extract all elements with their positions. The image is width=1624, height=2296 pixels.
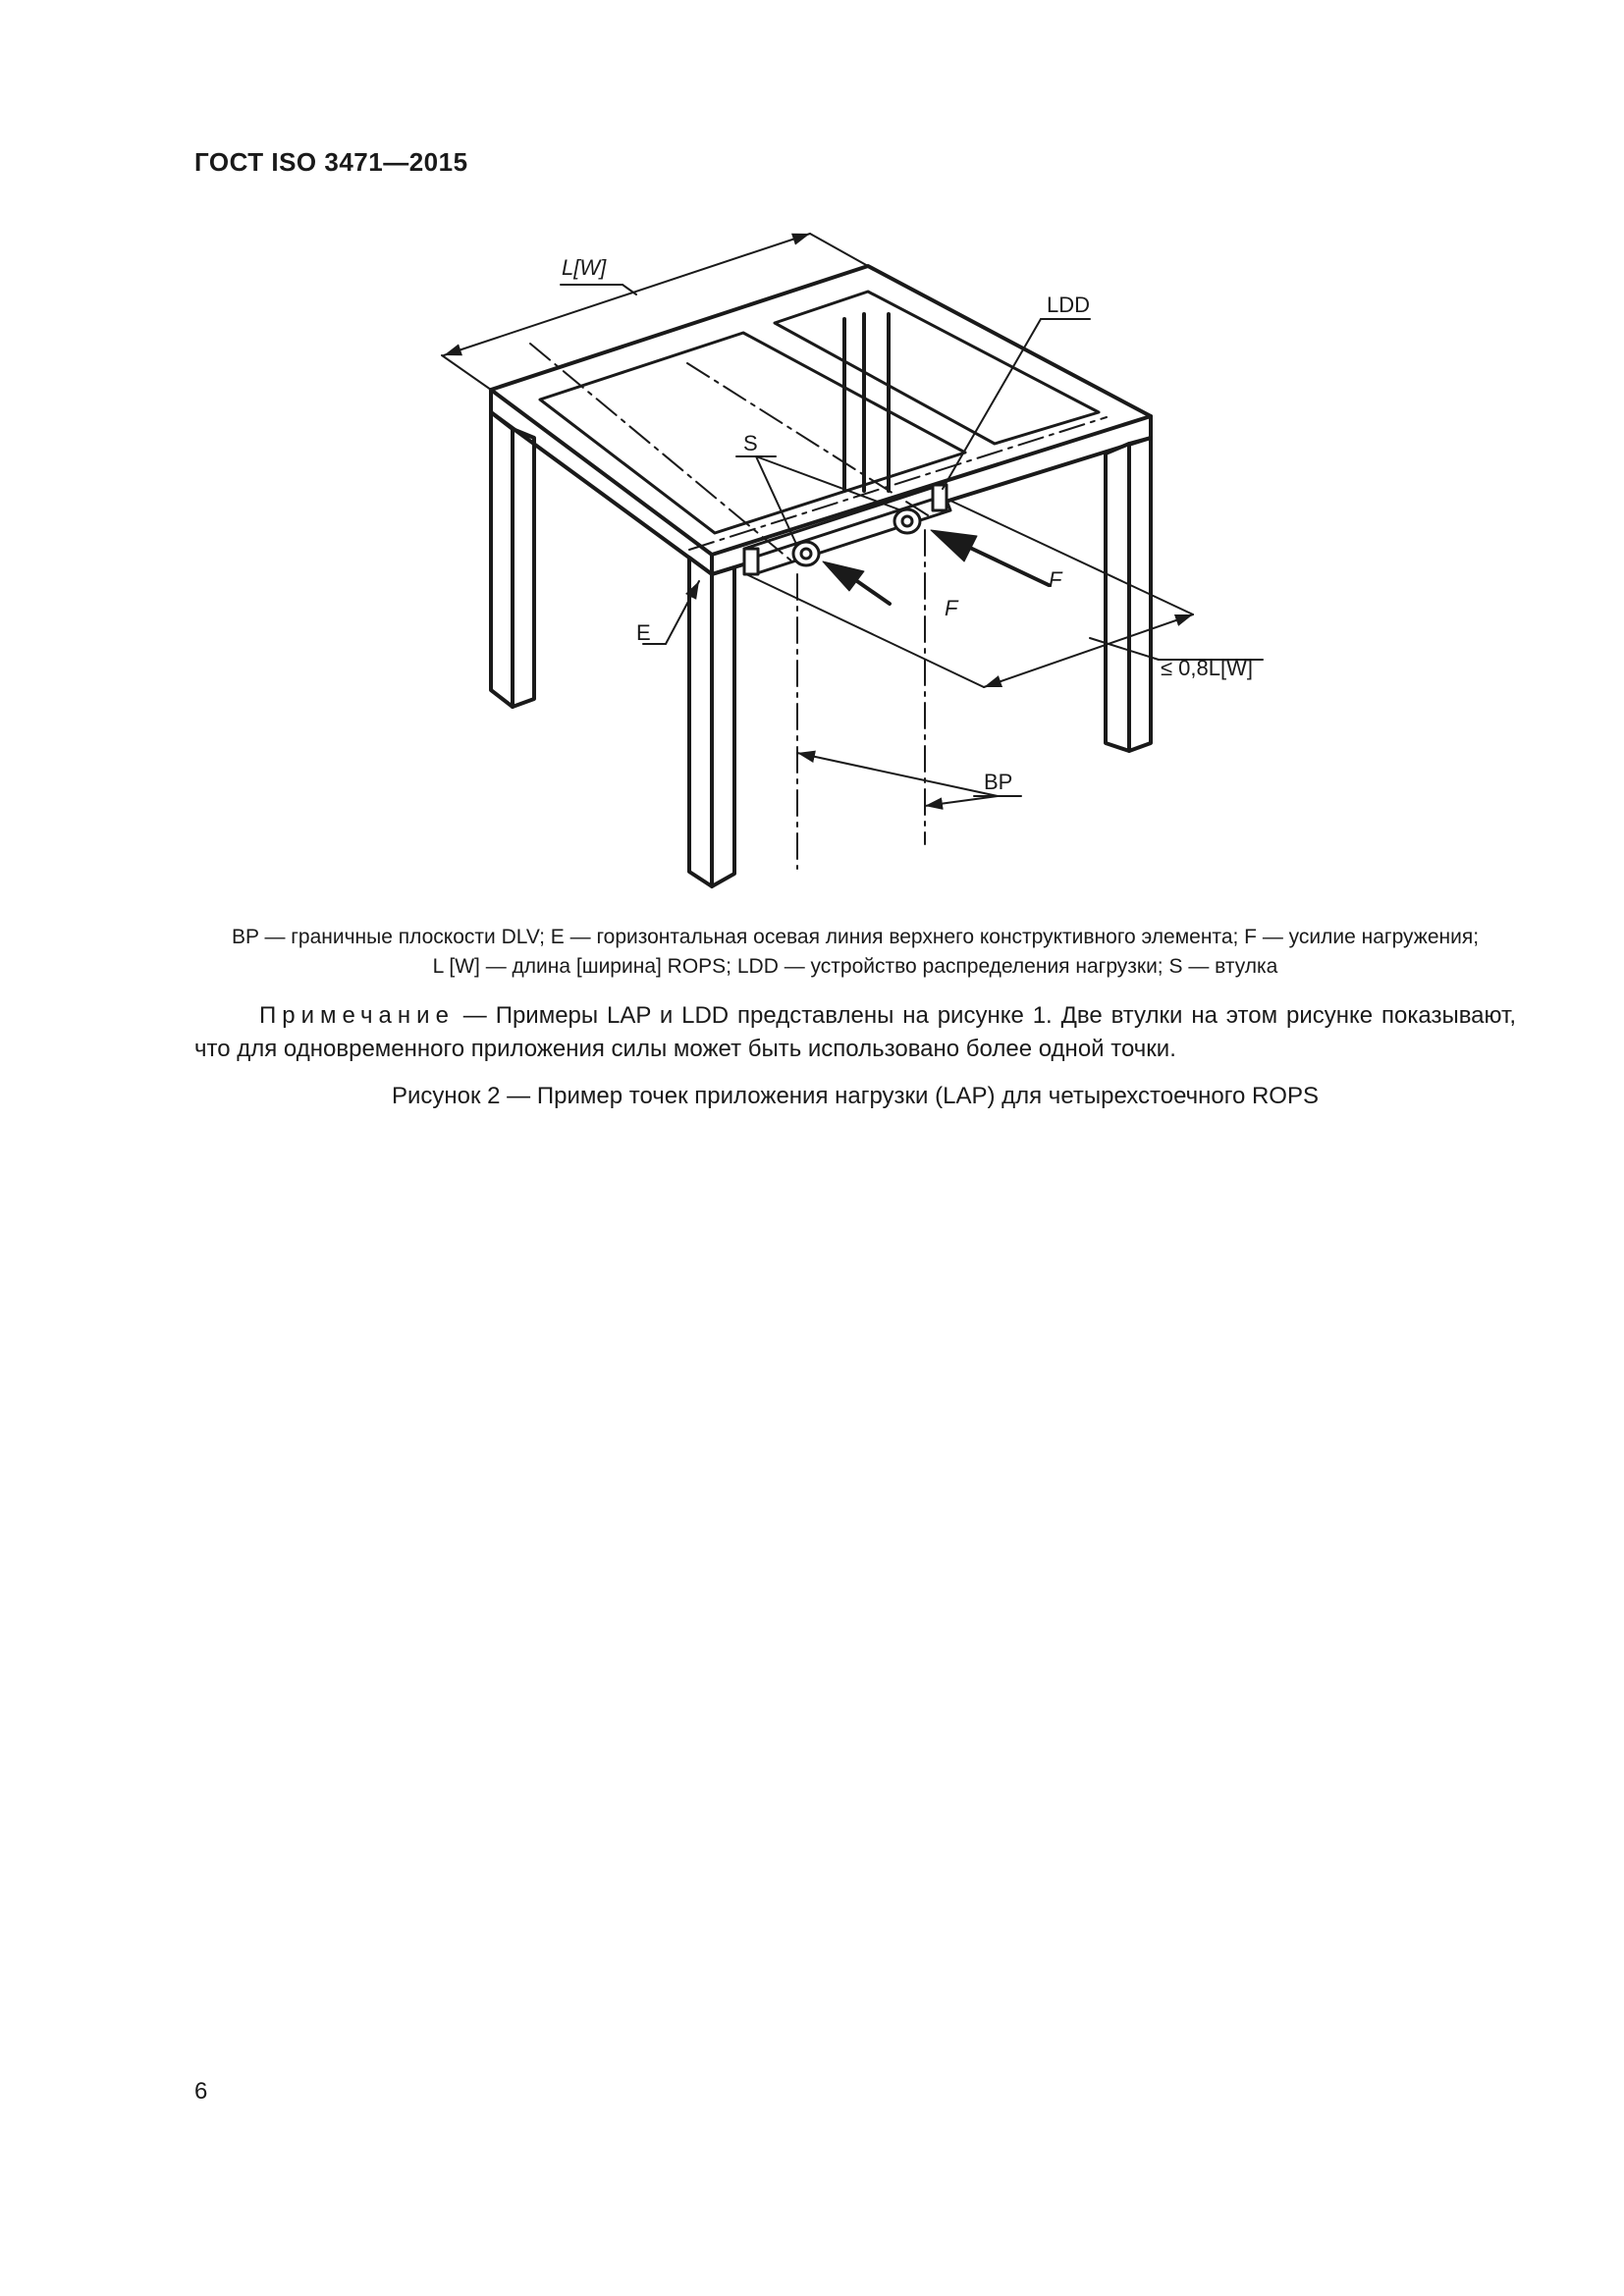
note-paragraph xyxy=(194,999,1516,1066)
legend-line-2: L [W] — длина [ширина] ROPS; LDD — устройство распределения нагрузки; S — втулка xyxy=(432,955,1278,978)
document-header: ГОСТ ISO 3471—2015 xyxy=(194,147,468,177)
label-force-upper: F xyxy=(1049,567,1062,592)
note-label: Примечание xyxy=(259,1002,455,1029)
label-e: E xyxy=(636,620,651,645)
sleeve-left xyxy=(793,542,819,565)
label-bp: BP xyxy=(984,770,1013,794)
note-text: — Примеры LAP и LDD представлены на рисунке 1. Две втулки на этом рисунке показывают, что для одновременного приложения силы может быть использовано более одной точки. xyxy=(194,1002,1516,1062)
label-sleeve: S xyxy=(743,431,758,455)
figure-legend xyxy=(194,923,1516,982)
label-length-width: L[W] xyxy=(562,255,607,280)
figure-caption: Рисунок 2 — Пример точек приложения нагрузки (LAP) для четырехстоечного ROPS xyxy=(391,1083,1319,1109)
label-limit: ≤ 0,8L[W] xyxy=(1161,656,1253,680)
label-ldd: LDD xyxy=(1047,293,1091,317)
page-number: 6 xyxy=(194,2078,208,2105)
rops-figure xyxy=(0,0,1624,903)
legs xyxy=(491,314,1151,886)
sleeve-right xyxy=(894,509,920,533)
legend-line-1: BP — граничные плоскости DLV; E — горизонтальная осевая линия верхнего конструктивного элемента; F — усилие нагружения; xyxy=(231,926,1480,948)
center-lines xyxy=(530,344,1107,869)
label-force-lower: F xyxy=(945,596,958,620)
